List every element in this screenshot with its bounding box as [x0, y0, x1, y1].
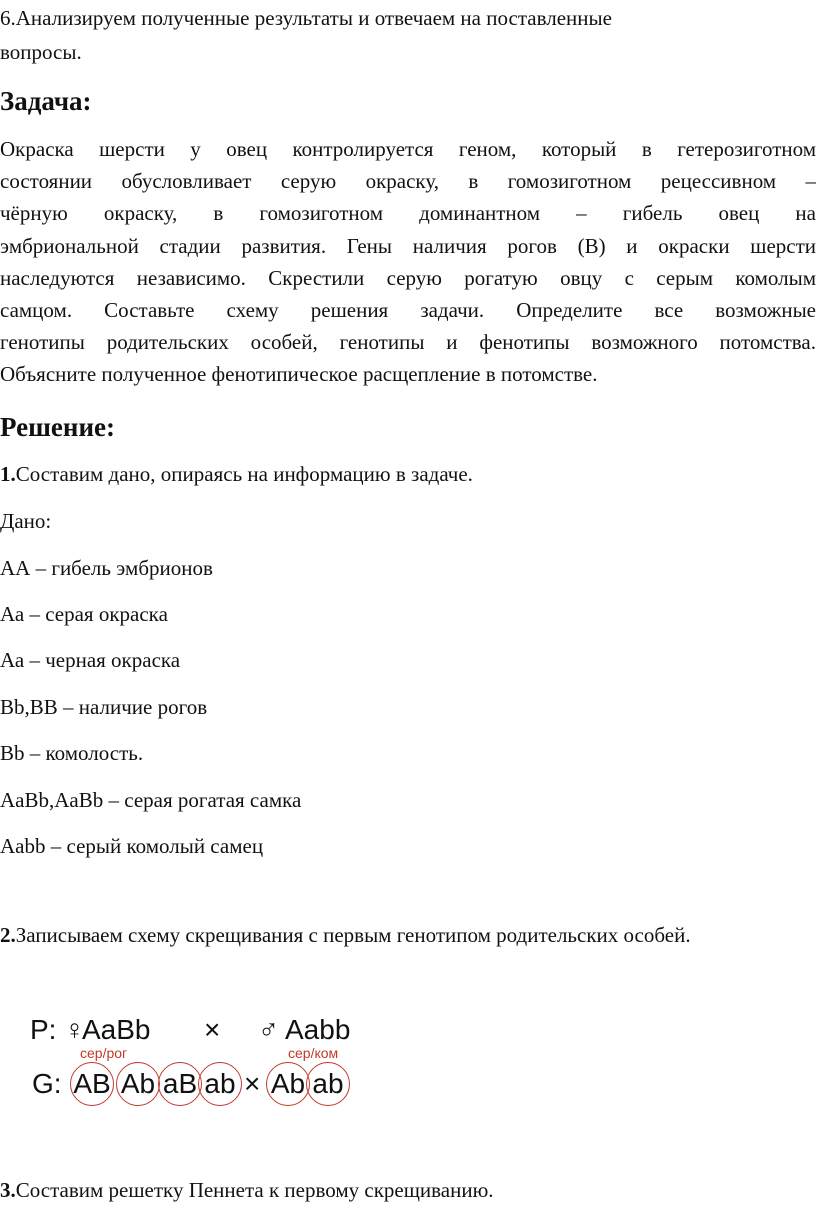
gamete: ab — [312, 1068, 344, 1099]
gamete: AB — [73, 1068, 111, 1099]
given-item: Aabb – серый комолый самец — [0, 834, 264, 858]
gamete: Ab — [120, 1068, 156, 1099]
cross-symbol: × — [244, 1068, 261, 1099]
task-heading: Задача: — [0, 86, 92, 116]
step-number: 2. — [0, 923, 16, 947]
female-phenotype: сер/рог — [80, 1045, 128, 1061]
step-1 — [0, 458, 473, 491]
intro-line-2: вопросы. — [0, 40, 82, 64]
gamete: aB — [162, 1068, 198, 1099]
task-line: самцом. Составьте схему решения задачи. Определите все возможные — [0, 298, 816, 323]
gamete: ab — [204, 1068, 236, 1099]
step-text: Составим дано, опираясь на информацию в задаче. — [15, 462, 473, 486]
p-label: P: — [30, 1014, 57, 1045]
given-item: AaBb,AaBb – серая рогатая самка — [0, 788, 302, 812]
g-label: G: — [32, 1068, 62, 1099]
cross-scheme — [30, 1010, 450, 1110]
task-line: генотипы родительских особей, генотипы и фенотипы возможного потомства. — [0, 330, 816, 355]
female-genotype: AaBb — [82, 1014, 151, 1045]
step-3 — [0, 1174, 494, 1207]
task-line: эмбриональной стадии развития. Гены наличия рогов (В) и окраски шерсти — [0, 233, 816, 258]
female-symbol: ♀ — [64, 1014, 85, 1045]
task-line: чёрную окраску, в гомозиготном доминантном – гибель овец на — [0, 201, 816, 226]
solution-heading: Решение: — [0, 412, 115, 442]
task-paragraph — [0, 133, 816, 391]
gamete: Ab — [270, 1068, 306, 1099]
step-number: 3. — [0, 1178, 16, 1202]
task-line: состоянии обусловливает серую окраску, в гомозиготном рецессивном – — [0, 169, 816, 194]
task-line: Окраска шерсти у овец контролируется геном, который в гетерозиготном — [0, 137, 816, 161]
given-item: Bb – комолость. — [0, 741, 144, 765]
male-symbol: ♂ — [258, 1014, 279, 1045]
given-item: АА – гибель эмбрионов — [0, 556, 213, 580]
male-genotype: Aabb — [285, 1014, 351, 1045]
step-text: Записываем схему скрещивания с первым генотипом родительских особей. — [15, 923, 691, 947]
task-line: наследуются независимо. Скрестили серую рогатую овцу с серым комолым — [0, 265, 816, 290]
step-number: 1. — [0, 462, 16, 486]
step-2 — [0, 919, 691, 952]
step-text: Составим решетку Пеннета к первому скрещиванию. — [15, 1178, 494, 1202]
given-item: Bb,BB – наличие рогов — [0, 695, 208, 719]
given-title: Дано: — [0, 509, 52, 533]
given-item: Аа – черная окраска — [0, 648, 181, 672]
task-line: Объясните полученное фенотипическое расщепление в потомстве. — [0, 362, 598, 387]
male-phenotype: сер/ком — [288, 1045, 339, 1061]
given-item: Аа – серая окраска — [0, 602, 168, 626]
cross-symbol: × — [204, 1014, 221, 1045]
intro-line-1: 6.Анализируем полученные результаты и отвечаем на поставленные — [0, 6, 612, 30]
